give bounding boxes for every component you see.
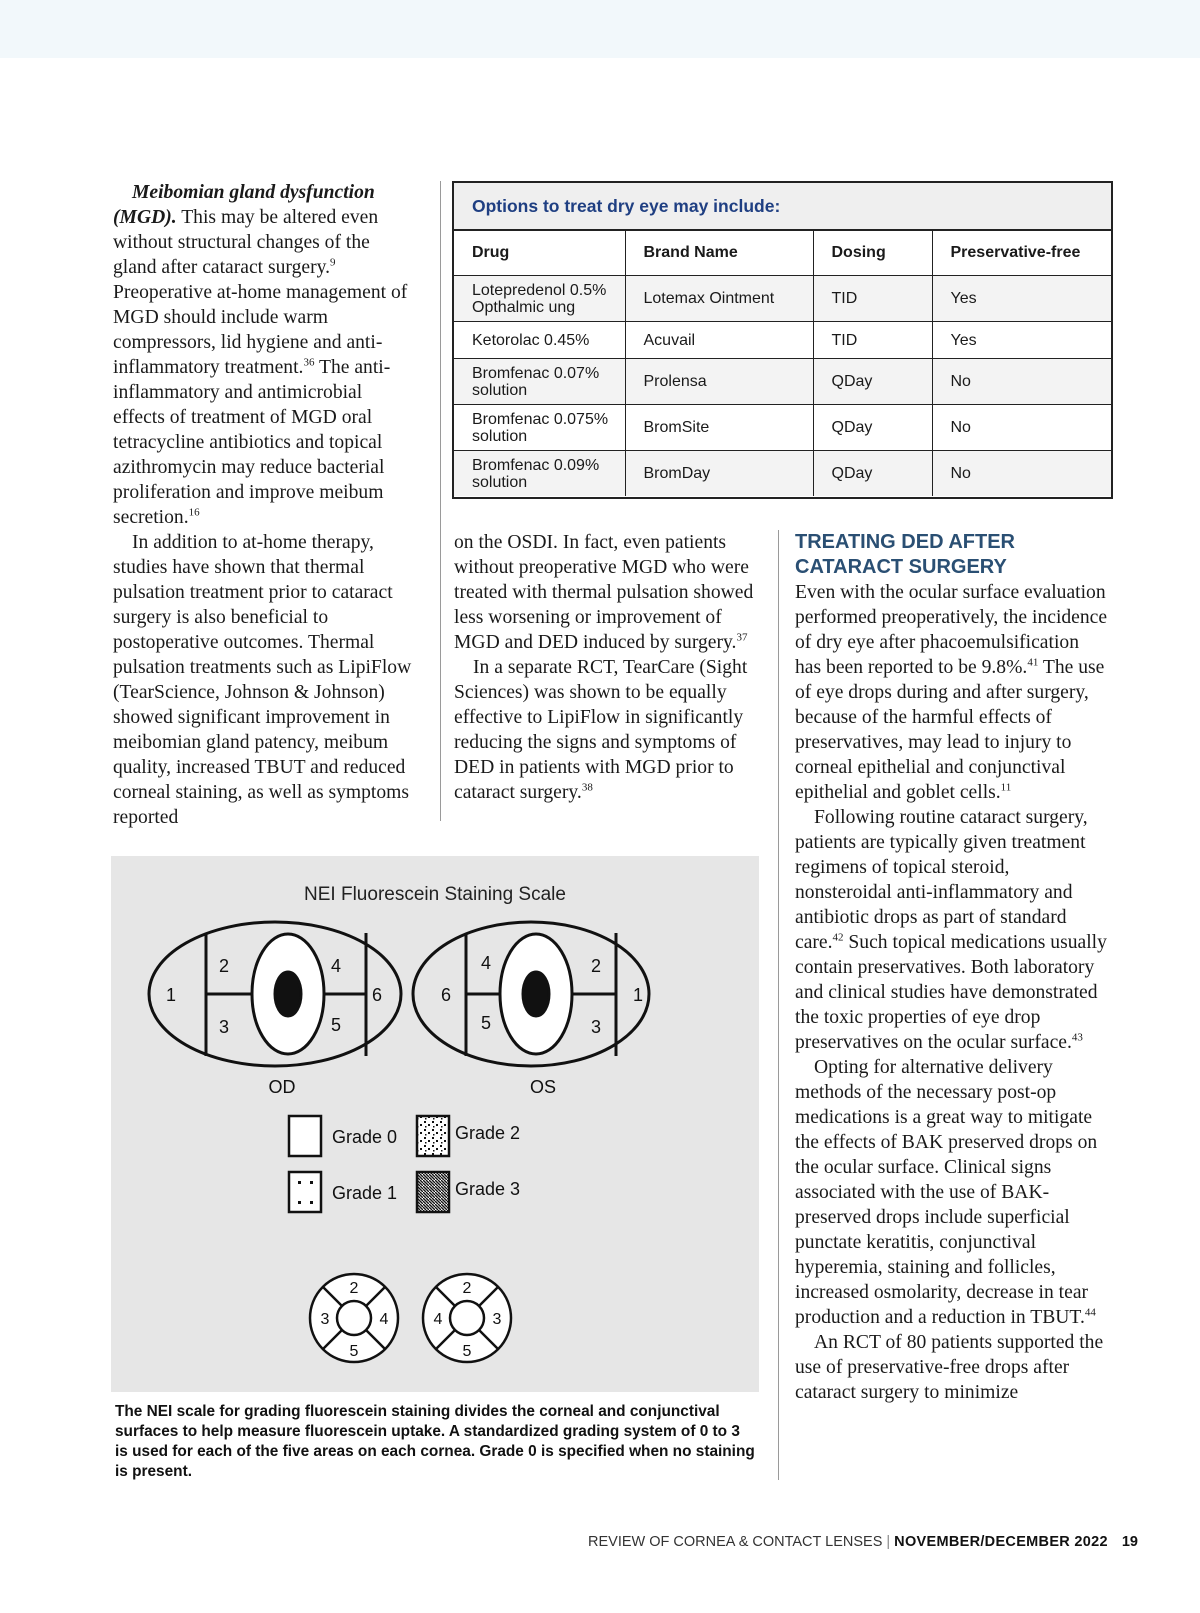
paragraph-tearcare: In a separate RCT, TearCare (Sight Sciences) was shown to be equally effective to LipiFlow in significantly reducing the signs and symptoms of DED in patients with MGD prior to cataract surgery.$^{38}$ (454, 657, 748, 803)
os-zone-number: 6 (440, 985, 452, 1005)
od-zone-number: 1 (165, 985, 177, 1005)
publication-name: REVIEW OF CORNEA & CONTACT LENSES (588, 1534, 883, 1550)
od-zone-number: 4 (330, 956, 342, 976)
page-number: 19 (1121, 1534, 1138, 1550)
cornea-number: 4 (433, 1311, 443, 1328)
od-zone-number: 3 (218, 1017, 230, 1037)
cell-pf: Yes (932, 322, 1111, 359)
column-divider (440, 181, 441, 821)
grade-0-label: Grade 0 (332, 1127, 398, 1147)
cornea-number: 2 (349, 1280, 359, 1297)
grade-2-swatch (417, 1116, 449, 1156)
cell-drug: Bromfenac 0.075% solution (454, 405, 625, 451)
grade-3-label: Grade 3 (455, 1179, 521, 1199)
grade-1-label: Grade 1 (332, 1183, 398, 1203)
cell-pf: No (932, 451, 1111, 497)
cornea-number: 2 (462, 1280, 472, 1297)
cornea-number: 5 (462, 1343, 472, 1360)
header-drug: Drug (454, 231, 625, 276)
column-1 (113, 180, 418, 830)
column-3 (795, 530, 1109, 1405)
footer-separator: | (886, 1534, 891, 1550)
mgd-run-in-title: Meibomian gland dysfunction (MGD). (113, 182, 375, 228)
cell-drug: Bromfenac 0.09% solution (454, 451, 625, 497)
grade-1-swatch (289, 1172, 321, 1212)
grade-0-swatch (289, 1116, 321, 1156)
figure-caption: The NEI scale for grading fluorescein staining divides the corneal and conjunctival surfaces to help measure fluorescein uptake. A standardized grading system of 0 to 3 is used for each of the five areas on each cornea. Grade 0 is specified when no staining is present. (115, 1403, 755, 1480)
paragraph-osdi: on the OSDI. In fact, even patients without preoperative MGD who were treated with thermal pulsation showed less worsening or improvement of MGD and DED induced by surgery.$^{37}$ (454, 532, 754, 653)
os-zone-number: 4 (480, 953, 492, 973)
table-row (454, 405, 1111, 451)
cell-brand: BromDay (625, 451, 813, 497)
cell-pf: No (932, 359, 1111, 405)
od-zone-number: 5 (330, 1015, 342, 1035)
os-zone-number: 1 (632, 985, 644, 1005)
cell-drug: Bromfenac 0.07% solution (454, 359, 625, 405)
paragraph-thermal: In addition to at-home therapy, studies have shown that thermal pulsation treatment prior to cataract surgery is also beneficial to postoperative outcomes. Thermal pulsation treatments such as LipiFlow (TearScience, Johnson & Johnson) showed significant improvement in meibomian gland patency, meibum quality, increased TBUT and reduced corneal staining, as well as symptoms reported (113, 532, 412, 828)
cell-dosing: TID (813, 322, 932, 359)
cornea-number: 3 (492, 1311, 502, 1328)
table-title-bar (454, 183, 1111, 231)
cornea-number: 5 (349, 1343, 359, 1360)
os-label: OS (529, 1077, 557, 1097)
cell-brand: Lotemax Ointment (625, 276, 813, 322)
cell-brand: Acuvail (625, 322, 813, 359)
cell-dosing: QDay (813, 359, 932, 405)
issue-date: NOVEMBER/DECEMBER 2022 (894, 1534, 1108, 1550)
paragraph-incidence: Even with the ocular surface evaluation performed preoperatively, the incidence of dry eye after phacoemulsification has been reported to be 9.8%.$^{41}$ The use of eye drops during and after surgery, because of the harmful effects of preservatives, may lead to injury to corneal epithelial and conjunctival epithelial and goblet cells.$^{11}$ (795, 582, 1108, 803)
header-brand: Brand Name (625, 231, 813, 276)
grade-3-swatch (417, 1172, 449, 1212)
grade-2-label: Grade 2 (455, 1123, 521, 1143)
table-header-row (454, 231, 1111, 276)
paragraph-rct: An RCT of 80 patients supported the use of preservative-free drops after cataract surgery to minimize (795, 1332, 1104, 1403)
cell-brand: Prolensa (625, 359, 813, 405)
cell-dosing: QDay (813, 451, 932, 497)
table-row (454, 359, 1111, 405)
page-footer (588, 1534, 1138, 1550)
top-band (0, 0, 1200, 58)
cell-dosing: TID (813, 276, 932, 322)
paragraph-mgd: Meibomian gland dysfunction (MGD). This may be altered even without structural changes of the gland after cataract surgery.$^9$ Preoperative at-home management of MGD should include warm compressors, lid hygiene and anti-inflammatory treatment.$^{36}$ The anti-inflammatory and antimicrobial effects of treatment of MGD oral tetracycline antibiotics and topical azithromycin may reduce bacterial proliferation and improve meibum secretion.$^{16}$ (113, 182, 408, 528)
table-row (454, 322, 1111, 359)
column-divider (778, 530, 779, 1480)
table-title: Options to treat dry eye may include: (472, 196, 781, 216)
figure-title: NEI Fluorescein Staining Scale (304, 884, 566, 905)
paragraph-regimens: Following routine cataract surgery, patients are typically given treatment regimens of topical steroid, nonsteroidal anti-inflammatory and antibiotic drops as part of standard care.$^{42}$ Such topical medications usually contain preservatives. Both laboratory and clinical studies have demonstrated the toxic properties of eye drop preservatives on the ocular surface.$^{43}$ (795, 807, 1107, 1053)
header-dosing: Dosing (813, 231, 932, 276)
cell-pf: No (932, 405, 1111, 451)
nei-diagram (111, 856, 759, 1392)
table-row (454, 451, 1111, 497)
od-label: OD (268, 1077, 296, 1097)
cornea-number: 3 (320, 1311, 330, 1328)
os-zone-number: 5 (480, 1013, 492, 1033)
od-zone-number: 6 (371, 985, 383, 1005)
table-row (454, 276, 1111, 322)
os-zone-number: 3 (590, 1017, 602, 1037)
section-heading: TREATING DED AFTER CATARACT SURGERY (795, 531, 1015, 578)
cell-drug: Ketorolac 0.45% (454, 322, 625, 359)
cell-brand: BromSite (625, 405, 813, 451)
header-preservative-free: Preservative-free (932, 231, 1111, 276)
cell-pf: Yes (932, 276, 1111, 322)
cell-drug: Lotepredenol 0.5% Opthalmic ung (454, 276, 625, 322)
cell-dosing: QDay (813, 405, 932, 451)
os-zone-number: 2 (590, 956, 602, 976)
treatment-options-table (452, 181, 1113, 499)
grade-legend (289, 1116, 520, 1212)
drug-table (454, 231, 1111, 496)
od-zone-number: 2 (218, 956, 230, 976)
column-2 (454, 530, 770, 805)
cornea-number: 4 (379, 1311, 389, 1328)
paragraph-delivery: Opting for alternative delivery methods of the necessary post-op medications is a great way to mitigate the effects of BAK preserved drops on the ocular surface. Clinical signs associated with the use of BAK-preserved drops include superficial punctate keratitis, conjunctival hyperemia, staining and follicles, increased osmolarity, decrease in tear production and a reduction in TBUT.$^{44}$ (795, 1057, 1098, 1328)
nei-staining-figure (111, 856, 759, 1392)
od-eye (149, 922, 401, 1066)
